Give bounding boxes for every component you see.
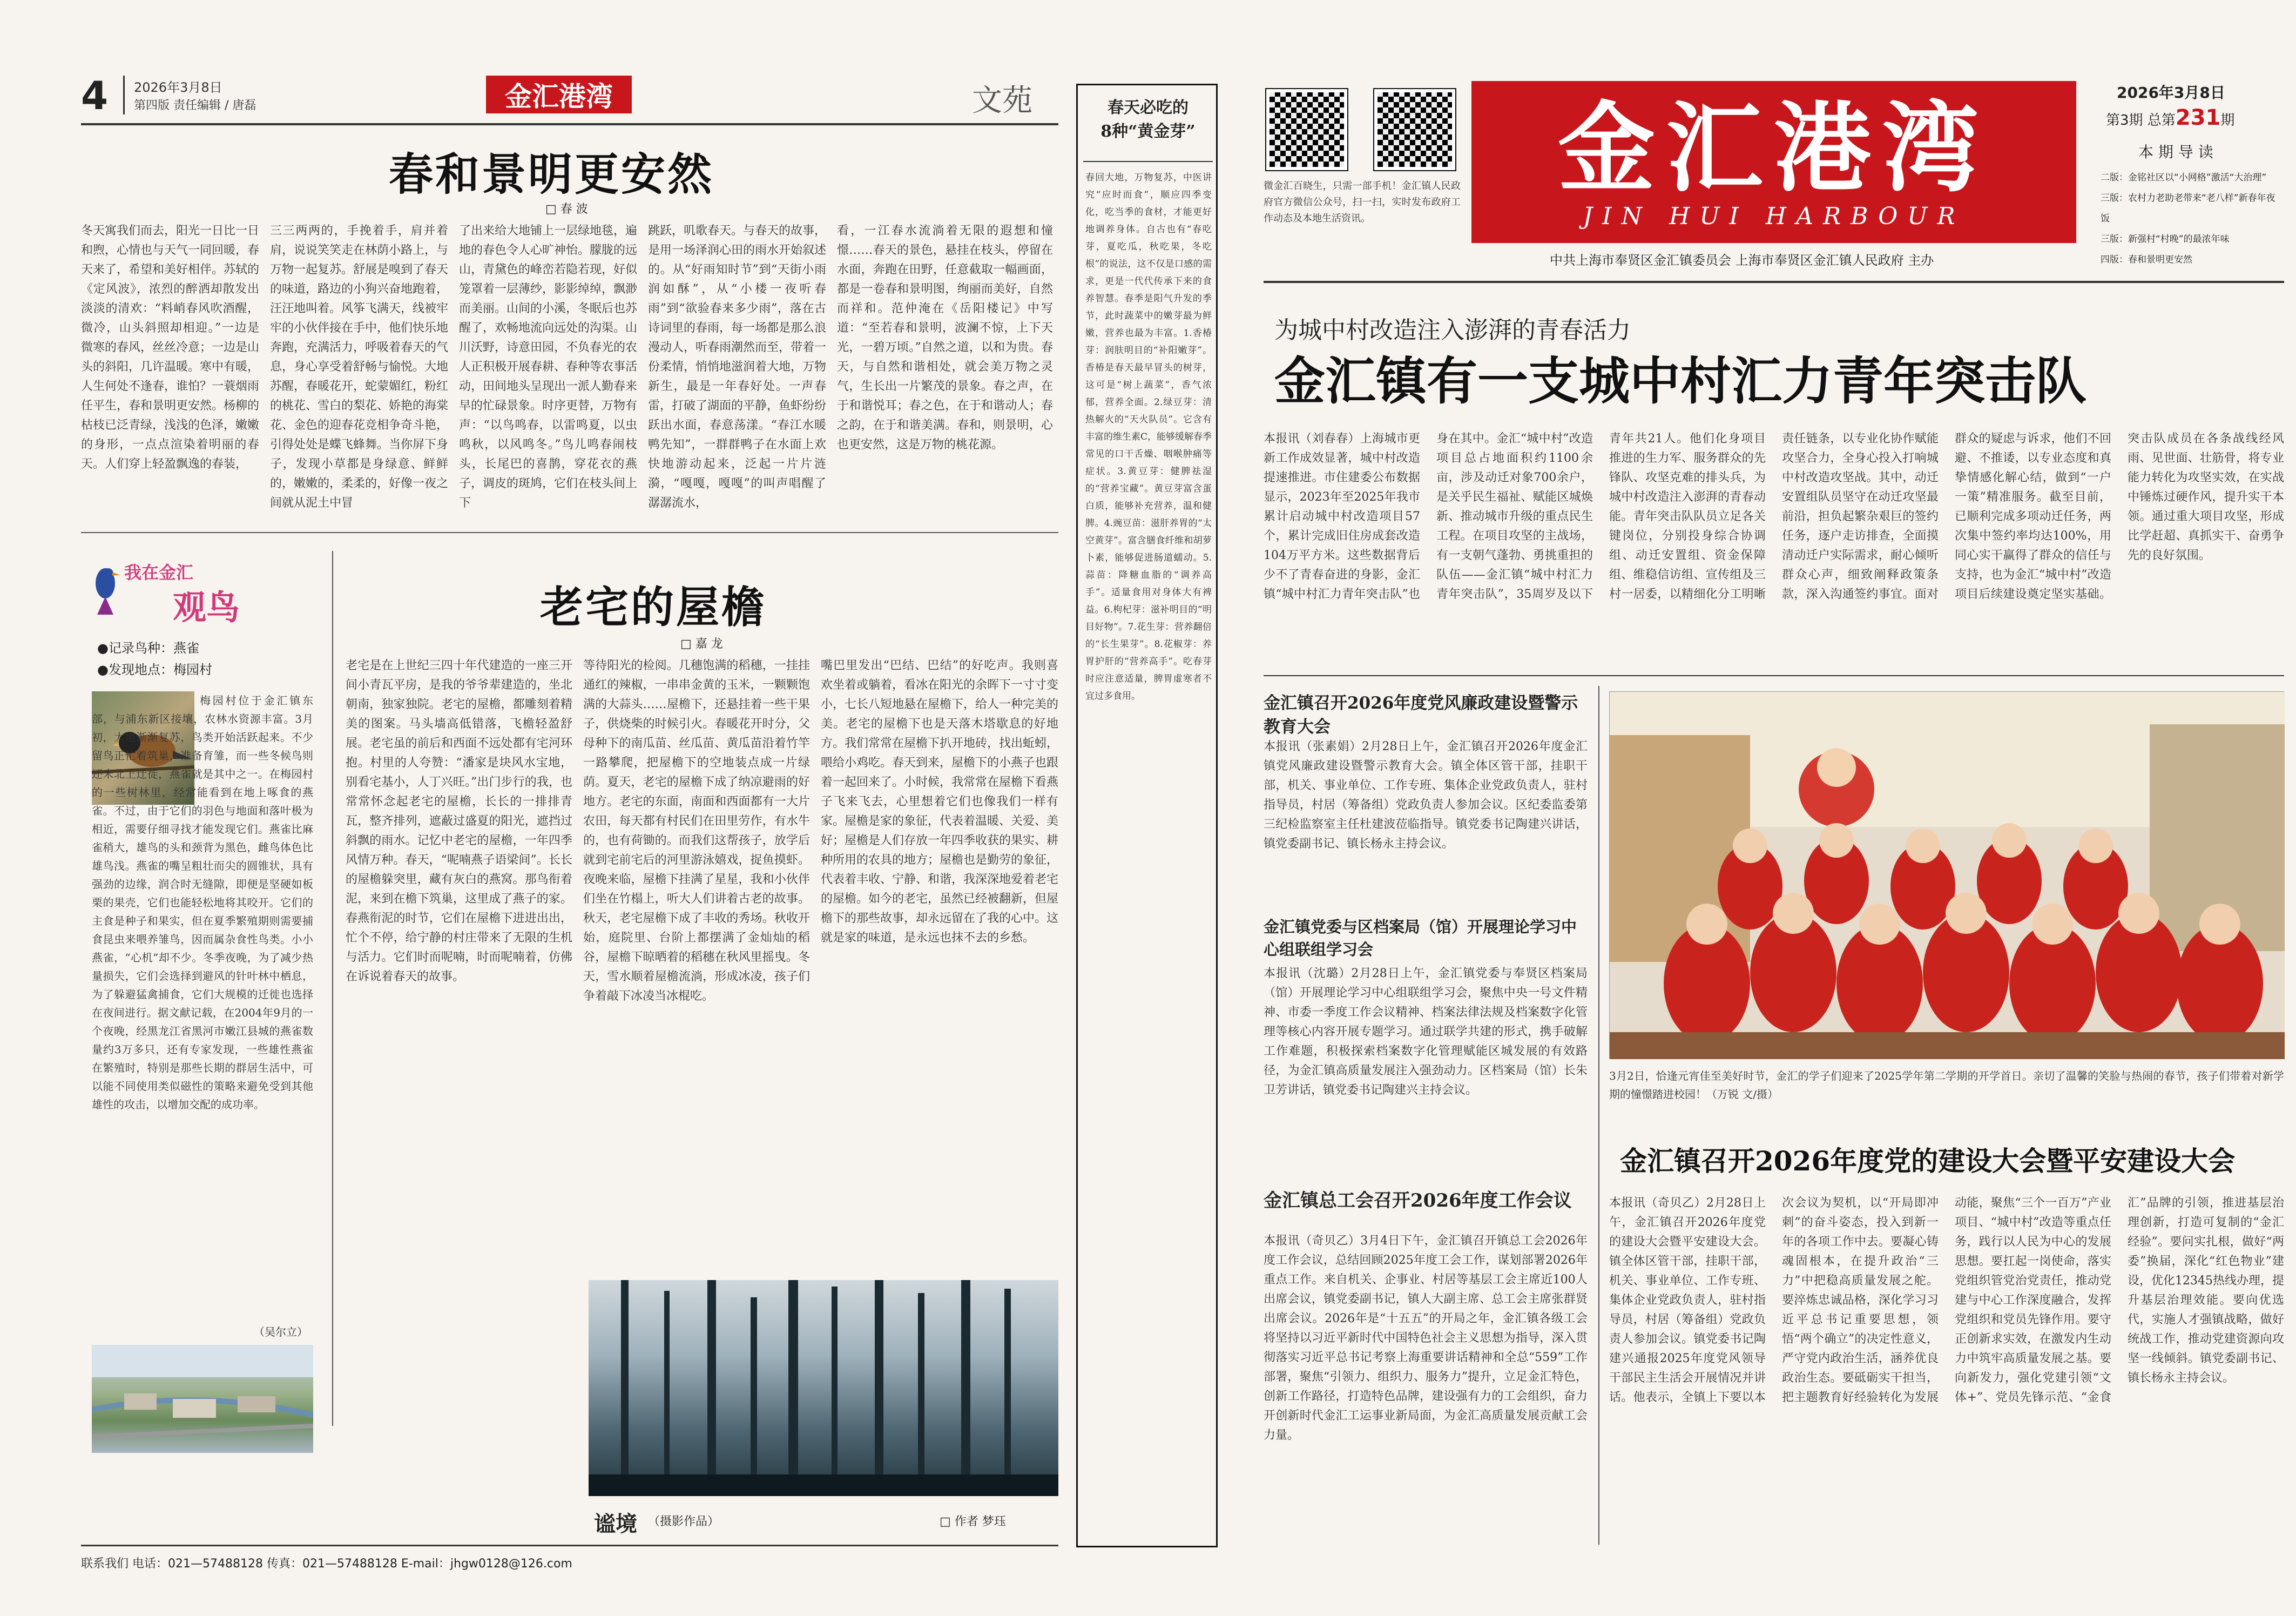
masthead-rule [1264, 281, 2284, 283]
article2-byline: □ 嘉 龙 [680, 637, 723, 651]
briefs-divider [1598, 686, 1599, 1545]
guide-list [2101, 167, 2284, 270]
article1-col3: 了出来给大地铺上一层绿地毯，遍地的春色令人心旷神怡。朦胧的远山，青黛色的峰峦若隐若现，好似笼罩着一层薄纱，影影绰绰，飘渺而美丽。山间的小溪，冬眠后也苏醒了，欢畅地流向远处的沟渠。山川沃野，诗意田园，不负春光的农人正积极开展春耕、春种等农事活动，田间地头呈现出一派人勤春来早的忙碌景象。时序更替，万物有声：“以鸟鸣春，以雷鸣夏，以虫鸣秋，以风鸣冬。”鸟儿鸣春闹枝头，长尾巴的喜鹊，穿花衣的燕子，调皮的斑鸠，它们在枝头间上下 [459, 224, 637, 510]
article2-col1: 老宅是在上世纪三四十年代建造的一座三开间小青瓦平房，是我的爷爷辈建造的，坐北朝南，独家独院。老宅的屋檐，都雕刻着精美的图案。马头墙高低错落，飞檐轻盈舒展。老宅虽的前后和西面不远处都有宅河环抱。村里的人夸赞：“潘家是块风水宝地，别看宅基小，人丁兴旺。”出门步行的我，也常常怀念起老宅的屋檐，长长的一排排青瓦，整齐排列，遮蔽过盛夏的阳光，遮挡过斜飘的雨水。记忆中老宅的屋檐，一年四季风情万种。春天，“呢喃燕子语梁间”。长长的屋檐躲突里，藏有灰白的燕窝。那鸟衔着泥，来到在檐下筑巢，这里成了燕子的家。春燕衔泥的时节，它们在屋檐下进进出出，忙个不停，给宁静的村庄带来了无限的生机与活力。它们时而呢喃，时而呢喃着，仿佛在诉说着春天的故事。 [346, 659, 572, 984]
school-photo [1609, 691, 2284, 1059]
article1-col2: 三三两两的，手挽着手，肩并着肩，说说笑笑走在林荫小路上，与万物一起复苏。舒展是嗅到了春天的味道，路边的小狗兴奋地跑着，汪汪地叫着。风筝飞满天，线被牢牢的小伙伴接在手中，他们快乐地奔跑，充满活力，呼吸着春天的气息，身心享受着舒畅与愉悦。大地苏醒，春暖花开，蛇蒙媚红，粉红的桃花、雪白的梨花、娇艳的海棠花、金色的迎春花竞相争奇斗艳，引得处处是蝶飞蜂舞。当你屏下身子，发现小草都是身绿意、鲜鲜的，嫩嫩的，柔柔的，好像一夜之间就从泥土中冒 [270, 224, 448, 510]
qr-code-2 [1374, 89, 1455, 170]
article1-rule [81, 532, 1058, 533]
photo-author: □ 作者 梦珏 [940, 1515, 1006, 1529]
header-rule [81, 123, 1058, 125]
header-divider [123, 76, 125, 115]
article2-col2: 等待阳光的检阅。几穗饱满的稻穗，一挂挂通红的辣椒，一串串金黄的玉米，一颗颗饱满的大蒜头……屋檐下，还悬挂着一些干果子，供烧柴的时候引火。春暖花开时分，父母种下的南瓜苗、丝瓜苗、黄瓜苗沿着竹竿一路攀爬，把屋檐下的空地装点成一片绿荫。夏天，老宅的屋檐下成了纳凉避雨的好地方。老宅的东面，南面和西面都有一大片农田，每天都有村民们在田里劳作，有水牛的，也有荷锄的。而我们这帮孩子，放学后就到宅前宅后的河里游泳嬉戏，捉鱼摸虾。夜晚来临，屋檐下挂满了星星，我和小伙伴们坐在竹榻上，听大人们讲着古老的故事。秋天，老宅屋檐下成了丰收的秀场。秋收开始，庭院里、台阶上都摆满了金灿灿的稻谷，屋檐下晾晒着的稻穗在秋风里摇曳。冬天，雪水顺着屋檐流淌，形成冰凌，孩子们争着敲下冰凌当冰棍吃。 [583, 659, 810, 1003]
issue-label [2106, 105, 2234, 130]
masthead [1471, 81, 2076, 243]
bird-location: ●发现地点：梅园村 [97, 662, 212, 677]
issue-number: 231 [2175, 105, 2221, 130]
article3-title: 金汇镇召开2026年度党的建设大会暨平安建设大会 [1620, 1145, 2236, 1177]
bird-text: 梅园村位于金汇镇东部，与浦东新区接壤，农林水资源丰富。3月初，大地渐渐复苏，鸟类开始活跃起来。不少留鸟正忙着筑巢，准备育雏，而一些冬候鸟则还未北上迁徙，燕雀就是其中之一。在梅园村的一些树林里，经常能看到在地上啄食的燕雀。不过，由于它们的羽色与地面和落叶极为相近，需要仔细寻找才能发现它们。燕雀比麻雀稍大，雄鸟的头和颈背为黑色，雌鸟体色比雄鸟浅。燕雀的嘴呈粗壮而尖的圆锥状，具有强劲的边缘，润合时无缝隙，即便是坚硬如板栗的果壳，它们也能轻松地将其咬开。它们的主食是种子和果实，但在夏季繁殖期则需要捕食昆虫来喂养雏鸟，因而属杂食性鸟类。小小燕雀，“心机”却不少。冬季夜晚，为了减少热量损失，它们会选择到避风的针叶林中栖息，为了躲避猛禽捕食，它们大规模的迁徙也选择在夜间进行。据文献记载，在2004年9月的一个夜晚，经黑龙江省黑河市嫩江县城的燕雀数量约3万多只，还有专家发现，一些雄性燕雀在繁殖时，特别是那些长期的群居生活中，可以能不同使用类似磁性的策略来避免受到其他雄性的攻击，以增加交配的成功率。 [92, 694, 313, 1111]
page-number: 4 [81, 73, 109, 118]
lead-kicker: 为城中村改造注入澎湃的青春活力 [1274, 317, 1631, 344]
brief1-title: 金汇镇召开2026年度党风廉政建设暨警示教育大会 [1264, 693, 1578, 737]
qr-note: 微金汇百晓生，只需一部手机！金汇镇人民政府官方微信公众号，扫一扫，实时发布政府工作动态及本地生活资讯。 [1264, 180, 1461, 224]
guide-title: 本 期 导 读 [2138, 143, 2213, 161]
bird-title-big: 观鸟 [173, 588, 240, 627]
section-label: 文苑 [972, 83, 1032, 118]
middle-header: 春天必吃的 8种“黄金芽” [1100, 98, 1196, 141]
footer-contact: 联系我们 电话：021—57488128 传真：021—57488128 E-mail：jhgw0128@126.com [81, 1557, 572, 1571]
lead-title: 金汇镇有一支城中村汇力青年突击队 [1274, 352, 2087, 411]
brief2-title: 金汇镇党委与区档案局（馆）开展理论学习中心组联组学习会 [1264, 918, 1577, 959]
bird-box-divider [332, 551, 333, 1426]
issue-suffix: 期 [2220, 112, 2235, 129]
masthead-en: JIN HUI HARBOUR [1583, 202, 1965, 230]
guide-item[interactable]: 四版：春和景明更安然 [2101, 254, 2192, 265]
header-date: 2026年3月8日 [134, 80, 222, 95]
aerial-photo [92, 1345, 313, 1453]
bird-recorder: ●记录鸟种：燕雀 [97, 641, 199, 656]
guide-item[interactable]: 三版：新强村“村晚”的最浓年味 [2101, 234, 2230, 245]
photo-caption: 谧境 [594, 1511, 637, 1537]
bird-title-small: 我在金汇 [124, 562, 194, 583]
publisher: 中共上海市奉贤区金汇镇委员会 上海市奉贤区金汇镇人民政府 主办 [1550, 253, 1934, 268]
issue-date: 2026年3月8日 [2117, 84, 2225, 102]
bird-author: （吴尔立） [254, 1325, 308, 1338]
article1-col1: 冬天寓我们而去，阳光一日比一日和煦，心情也与天气一同回暖，春天来了，希望和美好相伴。苏轼的《定风波》，浓烈的醉洒却散发出淡淡的清欢：“料峭春风吹酒醒，微冷，山头斜照却相迎。”一边是微寒的春风，丝丝冷意；一边是山头的斜阳，几许温暖。寒中有暖，人生何处不逢春，谁怕？一蓑烟雨任平生，春和景明更安然。杨柳的枯枝已泛青绿，浅浅的色泽，嫩嫩的身形，一点点渲染着明丽的春天。人们穿上轻盈飘逸的春装， [81, 224, 259, 471]
bird-box [81, 556, 319, 1420]
middle-text: 春回大地，万物复苏，中医讲究“应时而食”，顺应四季变化，吃当季的食材，才能更好地调养身体。自古也有“春吃芽，夏吃瓜，秋吃果，冬吃根”的说法，这不仅是口感的需求，更是一代代传承下来的食养智慧。春季是阳气升发的季节，此时蔬菜中的嫩芽最为鲜嫩，营养也最为丰富。1.香椿芽：润肤明目的“补阳嫩芽”。香椿是春天最早冒头的树芽，这可是“树上蔬菜”，香气浓郁，营养全面。2.绿豆芽：清热解火的“天火队员”。它含有丰富的维生素C，能够缓解春季常见的口干舌燥、咽喉肿痛等症状。3.黄豆芽：健脾祛湿的“营养宝藏”。黄豆芽富含蛋白质，能够补充营养，温和健脾。4.豌豆苗：滋肝养胃的“太空黄芽”。富含膳食纤维和胡萝卜素，能够促进肠道蠕动。5.蒜苗：降糖血脂的“调养高手”。适量食用对身体大有裨益。6.枸杞芽：滋补明目的“明目好物”。7.花生芽：营养翻倍的“长生果芽”。8.花椒芽：养胃护肝的“营养高手”。吃春芽时应注意适量，脾胃虚寒者不宜过多食用。 [1085, 172, 1212, 702]
qr-code-1 [1266, 89, 1347, 170]
article2-title: 老宅的屋檐 [540, 582, 767, 632]
guide-item[interactable]: 二版：金铭社区以“小网格”激活“大治理” [2101, 172, 2267, 183]
photo-caption-note: （摄影作品） [648, 1515, 720, 1529]
brand-badge: 金汇港湾 [486, 76, 632, 113]
lead-body: 本报讯（刘春春）上海城市更新工作成效显著，城中村改造提速推进。市住建委公布数据显示，2023年至2025年我市累计启动城中村改造项目57个，累计完成旧住房成套改造104万平方米。这些数据背后少不了青春奋进的身影，金汇镇“城中村汇力青年突击队”也身在其中。金汇“城中村”改造项目总占地面积约1100余亩，涉及动迁对象700余户，是关乎民生福祉、赋能区城焕新、推动城市升级的重点民生工程。在项目攻坚的主战场，有一支朝气蓬勃、勇挑重担的队伍——金汇镇“城中村汇力青年突击队”，35周岁及以下青年共21人。他们化身项目推进的生力军、服务群众的先锋队、攻坚克难的排头兵，为城中村改造注入澎湃的青春动能。青年突击队队员立足各关键岗位，分别投身综合协调组、动迁安置组、资金保障组、维稳信访组、宣传组及三村一居委，以精细化分工明晰责任链条，以专业化协作赋能攻坚合力，全身心投入打响城中村改造攻坚战。其中，动迁安置组队员坚守在动迁攻坚最前沿，担负起繁杂艰巨的签约任务，逐户走访排查，全面摸清动迁户实际需求，耐心倾听群众心声，细致阐释政策条款，深入沟通签约事宜。面对群众的疑虑与诉求，他们不回避、不推诿，以专业态度和真挚情感化解心结，做到“一户一策”精准服务。截至目前，已顺利完成多项动迁任务，两次集中签约率均达100%，用同心实干赢得了群众的信任与支持，也为金汇“城中村”改造项目后续建设奠定坚实基础。突击队成员在各条战线经风雨、见世面、壮筋骨，将专业能力转化为攻坚实效，在实战中锤炼过硬作风，提升实干本领。通过重大项目攻坚，形成比学赶超、真抓实干、奋勇争先的良好氛围。 [1264, 432, 2284, 601]
article3-body: 本报讯（奇贝乙）2月28日上午，金汇镇召开2026年度党的建设大会暨平安建设大会。镇全体区管干部，挂职干部，机关、事业单位、工作专班、集体企业党政负责人，驻村指导员，村居（筹备组）党政负责人参加会议。镇党委书记陶建兴通报2025年度党风领导干部民主生活会开展情况并讲话。他表示，全镇上下要以本次会议为契机，以“开局即冲刺”的奋斗姿态，投入到新一年的各项工作中去。要凝心铸魂固根本，在提升政治“三力”中把稳高质量发展之舵。要淬炼忠诚品格，深化学习习近平总书记重要思想，领悟“两个确立”的决定性意义，严守党内政治生活，涵养优良政治生态。要砥砺实干担当，把主题教育好经验转化为发展动能，聚焦“三个一百万”产业项目、“城中村”改造等重点任务，践行以人民为中心的发展思想。要扛起一岗使命，落实党组织管党治党责任，推动党建与中心工作深度融合，发挥党组织和党员先锋作用。要守正创新求实效，在激发内生动力中筑牢高质量发展之基。要向新发力，强化党建引领“文体+”、党员先锋示范、“金食汇”品牌的引领，推进基层治理创新，打造可复制的“金汇经验”。要问实扎根，做好“两委”换届，深化“红色物业”建设，优化12345热线办理，提升基层治理效能。要向优选代，实施人才强镇战略，做好统战工作，推动党建资源向攻坚一线倾斜。镇党委副书记、镇长杨永主持会议。 [1609, 1196, 2284, 1404]
article2-col3: 嘴巴里发出“巴结、巴结”的好吃声。我则喜欢坐着或躺着，看冰在阳光的余晖下一寸寸变小，七长八短地悬在屋檐下，给人一种完美的美。老宅的屋檐下也是天落木塔歇息的好地方。我们常常在屋檐下扒开地砖，找出蚯蚓，喂给小鸡吃。春天到来，屋檐下的小燕子也跟着一起回来了。小时候，我常常在屋檐下看燕子飞来飞去，心里想着它们也像我们一样有家。屋檐是家的象征，代表着温暖、关爱、美好；屋檐是人们存放一年四季收获的果实、耕种所用的农具的地方；屋檐也是勤劳的象征，代表着丰收、宁静、和谐，我深深地爱着老宅的屋檐。如今的老宅，虽然已经被翻新，但屋檐下的那些故事，却永远留在了我的心中。这就是家的味道，是永远也抹不去的乡愁。 [821, 659, 1058, 945]
brief3-body: 本报讯（奇贝乙）3月4日下午，金汇镇召开镇总工会2026年度工作会议，总结回顾2025年度工会工作，谋划部署2026年重点工作。来自机关、企事业、村居等基层工会主席近100人出席会议，镇党委副书记，镇人大副主席、总工会主席张群贤出席会议。2026年是“十五五”的开局之年，金汇镇各级工会将坚持以习近平新时代中国特色社会主义思想为指导，深入贯彻落实习近平总书记考察上海重要讲话精神和全总“559”工作部署，聚焦“引领力、组织力、服务力”提升，立足金汇特色，创新工作路径，打造特色品牌，建设强有力的工会组织，奋力开创新时代金汇工运事业新局面，为金汇高质量发展贡献工会力量。 [1264, 1234, 1588, 1442]
left-page [0, 0, 1072, 1616]
guide-item[interactable]: 三版：农村力老助老带来“老八样”新春年夜饭 [2101, 193, 2275, 224]
masthead-title: 金汇港湾 [1557, 91, 1990, 205]
footer-rule [81, 1545, 1058, 1546]
article1-col4: 跳跃，叽歌春天。与春天的故事，是用一场泽润心田的雨水开始叙述的。从“好雨知时节”到“天街小雨润如酥”，从“小楼一夜听春雨”到“欲验春来多少雨”，落在古诗词里的春雨，每一场都是那么浪漫动人，听春雨潮然而至，带着一份柔情，悄悄地滋润着大地，万物新生，最是一年春好处。一声春雷，打破了湖面的平静，鱼虾纷纷跃出水面，春意荡漾。“春江水暖鸭先知”，一群群鸭子在水面上欢快地游动起来，泛起一片片涟漪，“嘎嘎，嘎嘎”的叫声唱醒了潺潺流水， [648, 224, 826, 510]
right-page [1242, 0, 2296, 1616]
brief2-body: 本报讯（沈璐）2月28日上午，金汇镇党委与奉贤区档案局（馆）开展理论学习中心组联组学习会，聚焦中央一号文件精神、市委一季度工作会议精神、档案法律法规及档案数字化管理等核心内容开展专题学习。通过联学共建的形式，携手破解工作难题，积极探索档案数字化管理赋能区城发展的有效路径，为金汇镇高质量发展注入强劲动力。区档案局（馆）长朱卫芳讲话，镇党委书记陶建兴主持会议。 [1264, 967, 1588, 1097]
bird-logo-icon [86, 556, 124, 616]
school-photo-caption: 3月2日，恰逢元宵佳至美好时节，金汇的学子们迎来了2025学年第二学期的开学首日。亲切了温馨的笑脸与热闹的春节，孩子们带着对新学期的憧憬踏进校园！（万锐 文/摄） [1609, 1069, 2284, 1101]
header-edition: 第四版 责任编辑 / 唐磊 [134, 99, 256, 112]
brief1-body: 本报讯（张素娟）2月28日上午，金汇镇召开2026年度金汇镇党风廉政建设暨警示教育大会。镇全体区管干部，挂职干部，机关、事业单位、工作专班、集体企业党政负责人，驻村指导员，村居（筹备组）党政负责人参加会议。区纪委监委第三纪检监察室主任杜建波莅临指导。镇党委书记陶建兴讲话，镇党委副书记、镇长杨永主持会议。 [1264, 740, 1588, 851]
middle-column [1076, 84, 1218, 1547]
brief3-title: 金汇镇总工会召开2026年度工作会议 [1264, 1190, 1572, 1211]
article1-col5: 看，一江春水流淌着无限的遐想和憧憬……春天的景色，悬挂在枝头，停留在水面，奔跑在田野，任意截取一幅画面，都是一卷春和景明图，绚丽而美好，自然而祥和。范仲淹在《岳阳楼记》中写道：“至若春和景明，波澜不惊，上下天光，一碧万顷。”自然之道，以和为贵。春天，与自然和谐相处，就会美万物之灵气，生长出一片繁茂的景象。春之声，在于和谐悦耳；春之色，在于和谐动人；春之韵，在于和谐美满。春和，则景明，心也更安然，这是万物的桃花源。 [837, 224, 1053, 452]
article1-title: 春和景明更安然 [389, 149, 714, 200]
lead-rule [1264, 675, 2284, 676]
middle-header-rule [1083, 161, 1213, 162]
issue-label-text: 第3期 总第 [2106, 112, 2176, 129]
article1-byline: □ 春 波 [545, 203, 588, 216]
forest-photo [589, 1280, 1058, 1496]
